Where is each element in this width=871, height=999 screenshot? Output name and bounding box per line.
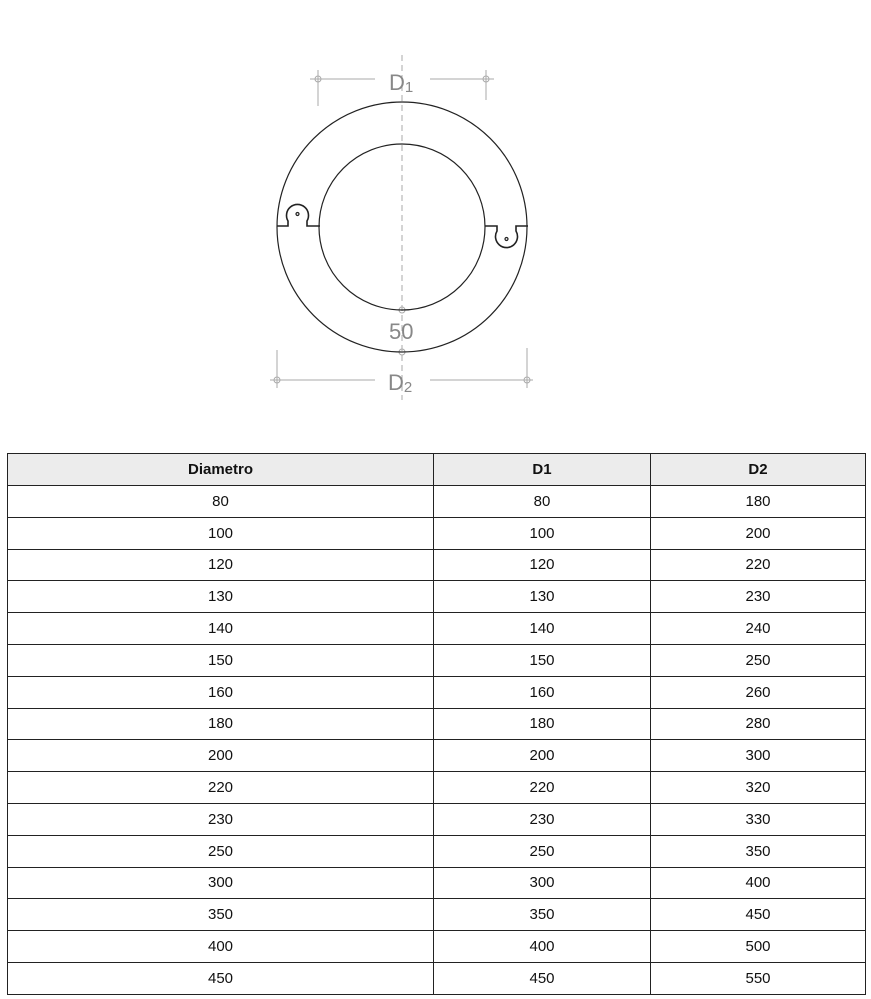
cell-d2: 330 xyxy=(651,803,866,835)
table-row xyxy=(8,613,866,645)
table-row xyxy=(8,962,866,994)
table-row xyxy=(8,931,866,963)
cell-d2: 260 xyxy=(651,676,866,708)
cell-diametro: 250 xyxy=(8,835,434,867)
cell-d1: 200 xyxy=(434,740,651,772)
cell-d2: 200 xyxy=(651,517,866,549)
cell-d1: 130 xyxy=(434,581,651,613)
header-diametro: Diametro xyxy=(8,454,434,486)
table-header-row xyxy=(8,454,866,486)
cell-diametro: 350 xyxy=(8,899,434,931)
table-row xyxy=(8,486,866,518)
cell-d1: 120 xyxy=(434,549,651,581)
cell-diametro: 300 xyxy=(8,867,434,899)
d1-label: D1 xyxy=(389,70,414,96)
d2-label: D2 xyxy=(388,370,413,396)
cell-d2: 300 xyxy=(651,740,866,772)
header-d1: D1 xyxy=(434,454,651,486)
cell-diametro: 130 xyxy=(8,581,434,613)
cell-d2: 230 xyxy=(651,581,866,613)
cell-d1: 180 xyxy=(434,708,651,740)
table-row xyxy=(8,835,866,867)
table-row xyxy=(8,549,866,581)
cell-d1: 150 xyxy=(434,644,651,676)
table-row xyxy=(8,899,866,931)
header-d2: D2 xyxy=(651,454,866,486)
cell-d1: 450 xyxy=(434,962,651,994)
table-row xyxy=(8,867,866,899)
cell-diametro: 100 xyxy=(8,517,434,549)
cell-d2: 250 xyxy=(651,644,866,676)
cell-d1: 400 xyxy=(434,931,651,963)
table-row xyxy=(8,581,866,613)
cell-d2: 400 xyxy=(651,867,866,899)
table-row xyxy=(8,740,866,772)
cell-diametro: 230 xyxy=(8,803,434,835)
cell-d1: 160 xyxy=(434,676,651,708)
cell-diametro: 180 xyxy=(8,708,434,740)
cell-d2: 180 xyxy=(651,486,866,518)
cell-diametro: 400 xyxy=(8,931,434,963)
cell-diametro: 160 xyxy=(8,676,434,708)
cell-d1: 230 xyxy=(434,803,651,835)
cell-d1: 250 xyxy=(434,835,651,867)
cell-d1: 140 xyxy=(434,613,651,645)
cell-d2: 500 xyxy=(651,931,866,963)
cell-d2: 320 xyxy=(651,772,866,804)
dimensions-table xyxy=(7,453,866,995)
cell-d1: 220 xyxy=(434,772,651,804)
cell-d2: 350 xyxy=(651,835,866,867)
cell-diametro: 450 xyxy=(8,962,434,994)
cell-d1: 300 xyxy=(434,867,651,899)
thickness-label: 50 xyxy=(389,319,414,344)
cell-diametro: 80 xyxy=(8,486,434,518)
ring-technical-drawing xyxy=(0,0,871,440)
cell-d2: 550 xyxy=(651,962,866,994)
cell-d1: 350 xyxy=(434,899,651,931)
table-row xyxy=(8,803,866,835)
cell-diametro: 220 xyxy=(8,772,434,804)
right-hinge-hook xyxy=(485,226,528,248)
cell-d1: 80 xyxy=(434,486,651,518)
table-row xyxy=(8,772,866,804)
table-row xyxy=(8,517,866,549)
cell-d1: 100 xyxy=(434,517,651,549)
cell-diametro: 200 xyxy=(8,740,434,772)
table-row xyxy=(8,708,866,740)
cell-diametro: 150 xyxy=(8,644,434,676)
table-row xyxy=(8,644,866,676)
cell-d2: 240 xyxy=(651,613,866,645)
cell-d2: 220 xyxy=(651,549,866,581)
cell-d2: 450 xyxy=(651,899,866,931)
cell-diametro: 140 xyxy=(8,613,434,645)
cell-diametro: 120 xyxy=(8,549,434,581)
cell-d2: 280 xyxy=(651,708,866,740)
table-row xyxy=(8,676,866,708)
